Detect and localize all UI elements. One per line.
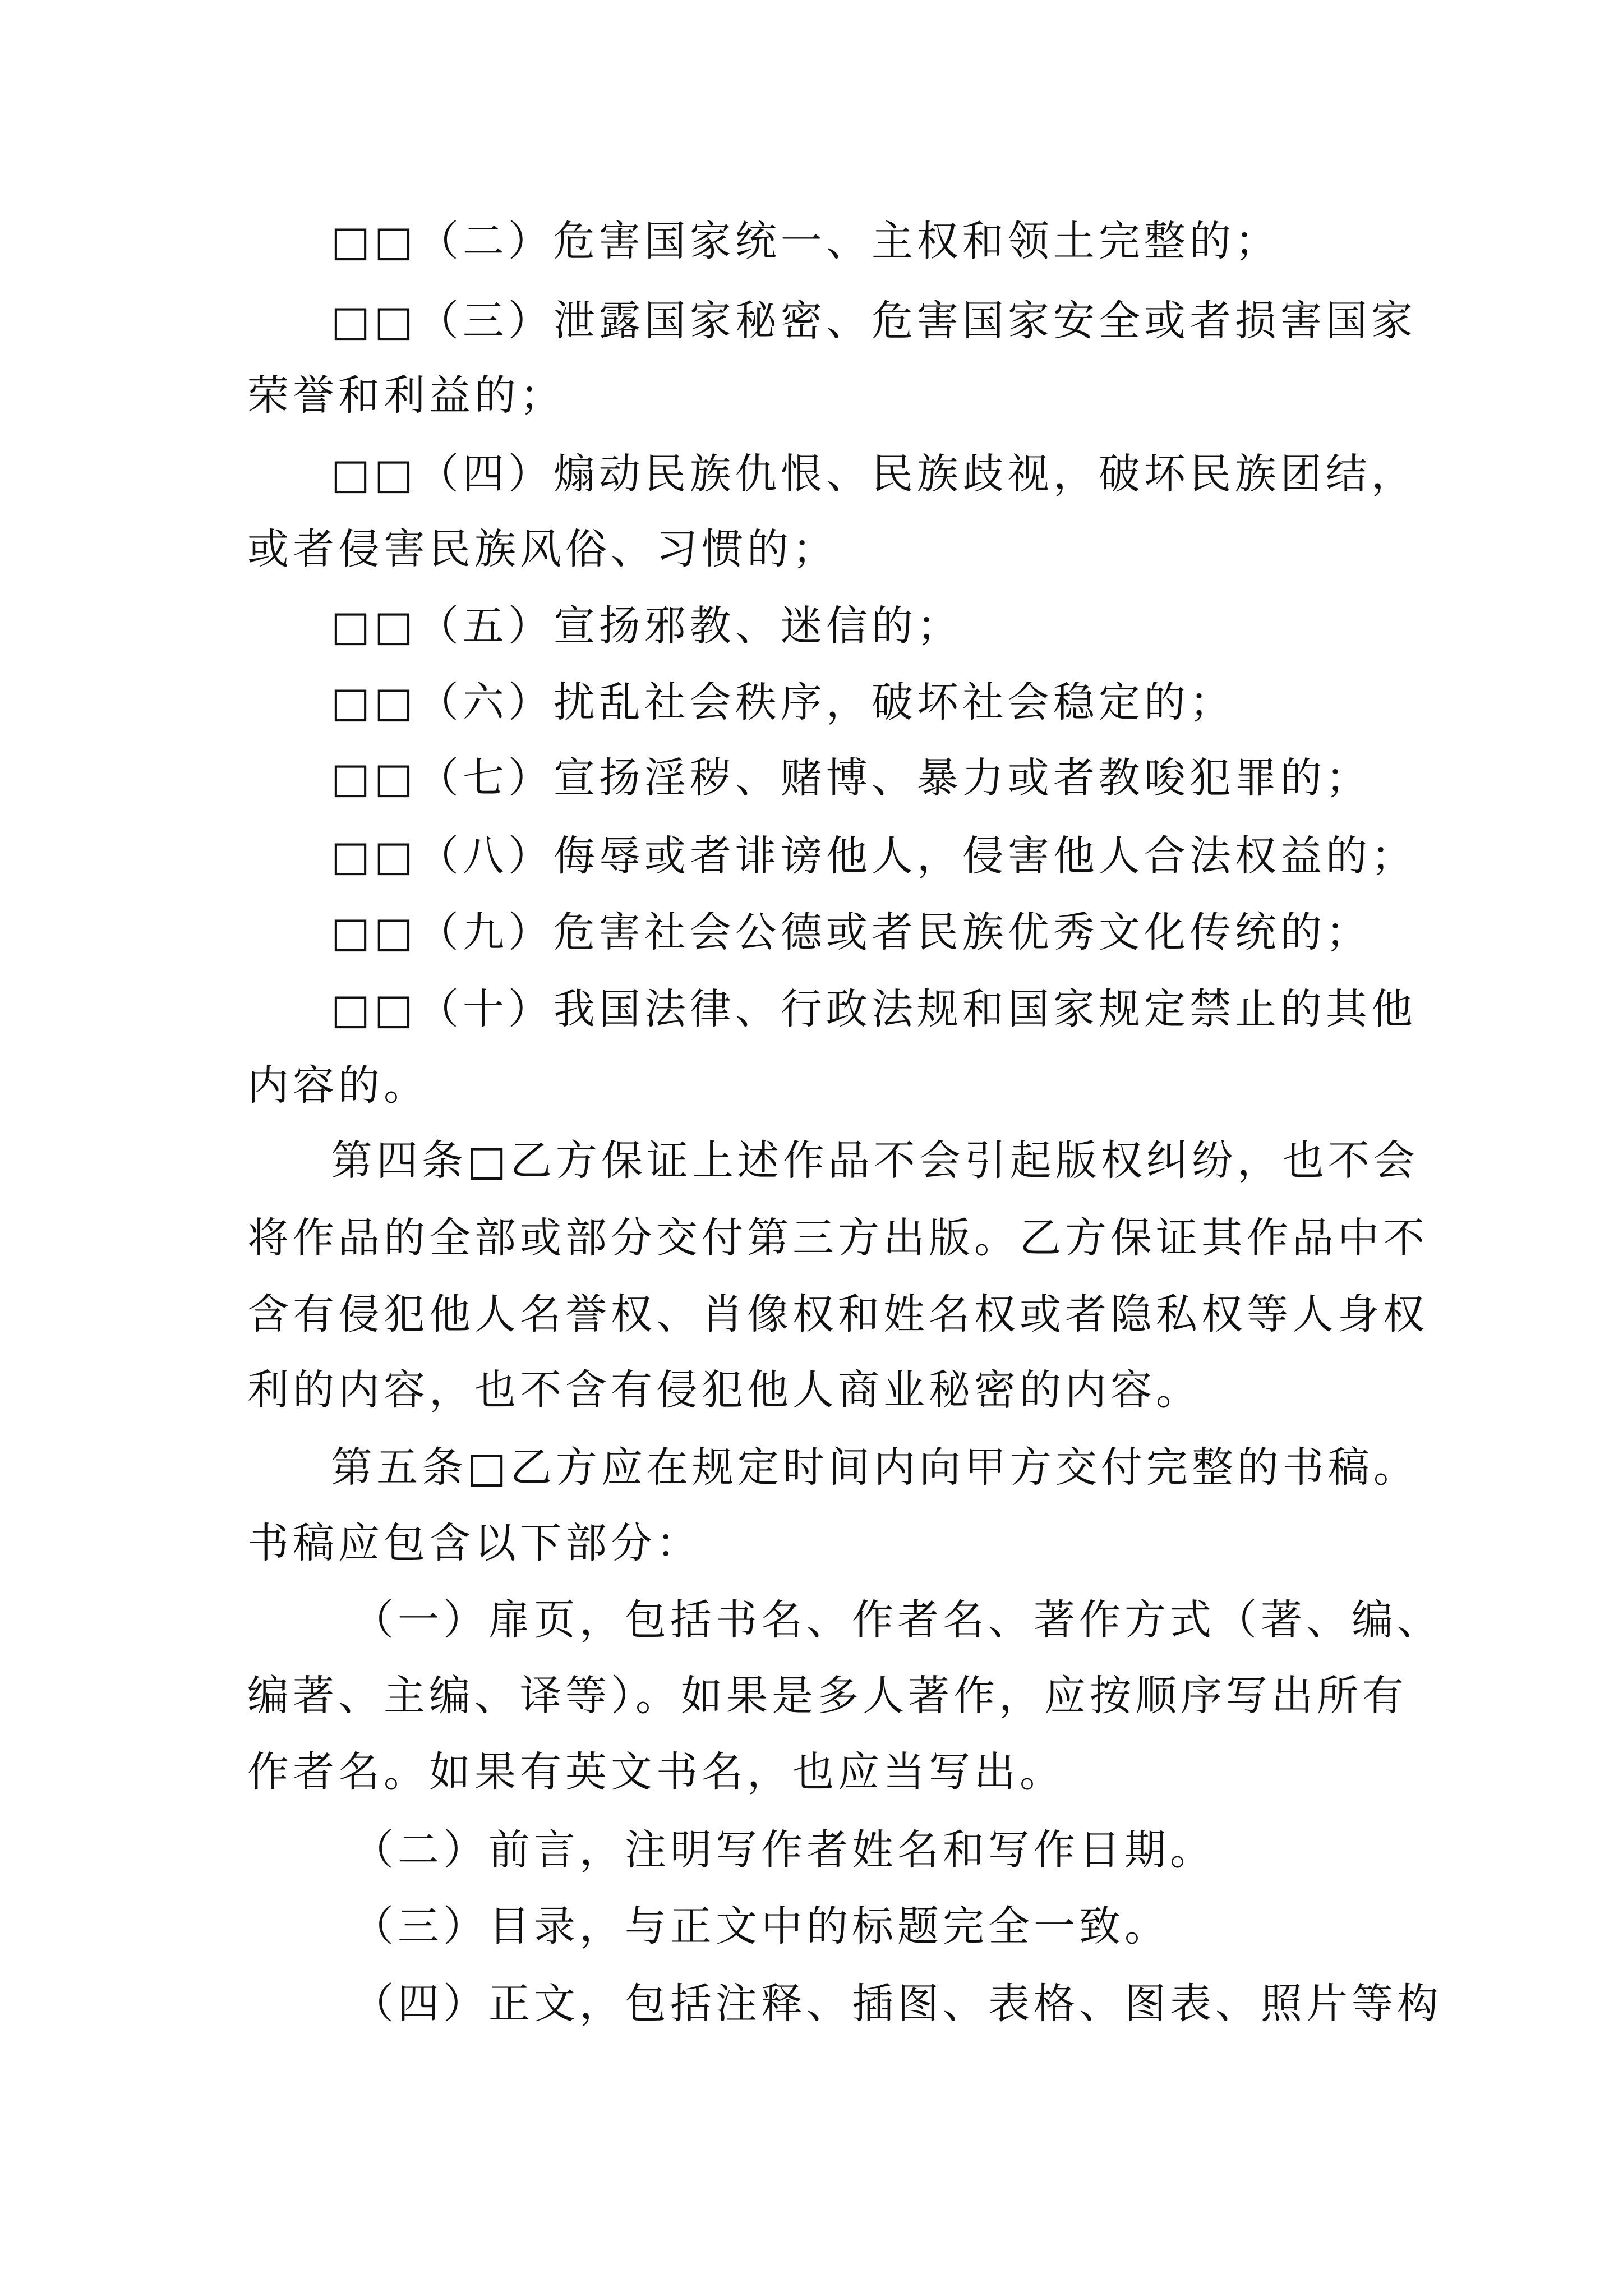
- article-4-line1: 第四条□乙方保证上述作品不会引起版权纠纷，也不会: [331, 1137, 1419, 1185]
- clause-item-9: □□（九）危害社会公德或者民族优秀文化传统的；: [331, 908, 1371, 956]
- article-5-line1: 第五条□乙方应在规定时间内向甲方交付完整的书稿。: [331, 1443, 1419, 1492]
- article-4-line2: 将作品的全部或部分交付第三方出版。乙方保证其作品中不: [247, 1214, 1428, 1262]
- manuscript-part-1-line3: 作者名。如果有英文书名，也应当写出。: [247, 1748, 1065, 1796]
- clause-item-4-line1: □□（四）煽动民族仇恨、民族歧视，破坏民族团结，: [331, 450, 1417, 498]
- manuscript-part-1-line1: （一）扉页，包括书名、作者名、著作方式（著、编、: [352, 1596, 1442, 1644]
- manuscript-part-4: （四）正文，包括注释、插图、表格、图表、照片等构: [352, 1980, 1442, 2028]
- article-4-line4: 利的内容，也不含有侵犯他人商业秘密的内容。: [247, 1366, 1201, 1414]
- clause-item-3-line2: 荣誉和利益的；: [247, 371, 565, 420]
- clause-item-6: □□（六）扰乱社会秩序，破坏社会稳定的；: [331, 678, 1235, 726]
- article-4-line3: 含有侵犯他人名誉权、肖像权和姓名权或者隐私权等人身权: [247, 1290, 1428, 1338]
- manuscript-part-1-line2: 编著、主编、译等）。如果是多人著作，应按顺序写出所有: [247, 1672, 1408, 1720]
- clause-item-3-line1: □□（三）泄露国家秘密、危害国家安全或者损害国家: [331, 297, 1417, 345]
- clause-item-8: □□（八）侮辱或者诽谤他人，侵害他人合法权益的；: [331, 832, 1417, 880]
- article-5-line2: 书稿应包含以下部分：: [247, 1519, 702, 1567]
- clause-item-2: □□（二）危害国家统一、主权和领土完整的；: [331, 217, 1280, 265]
- manuscript-part-3: （三）目录，与正文中的标题完全一致。: [352, 1902, 1170, 1950]
- clause-item-4-line2: 或者侵害民族风俗、习惯的；: [247, 525, 838, 573]
- clause-item-5: □□（五）宣扬邪教、迷信的；: [331, 602, 962, 650]
- clause-item-10-line2: 内容的。: [247, 1061, 429, 1110]
- clause-item-7: □□（七）宣扬淫秽、赌博、暴力或者教唆犯罪的；: [331, 754, 1371, 802]
- manuscript-part-2: （二）前言，注明写作者姓名和写作日期。: [352, 1826, 1215, 1874]
- clause-item-10-line1: □□（十）我国法律、行政法规和国家规定禁止的其他: [331, 985, 1417, 1033]
